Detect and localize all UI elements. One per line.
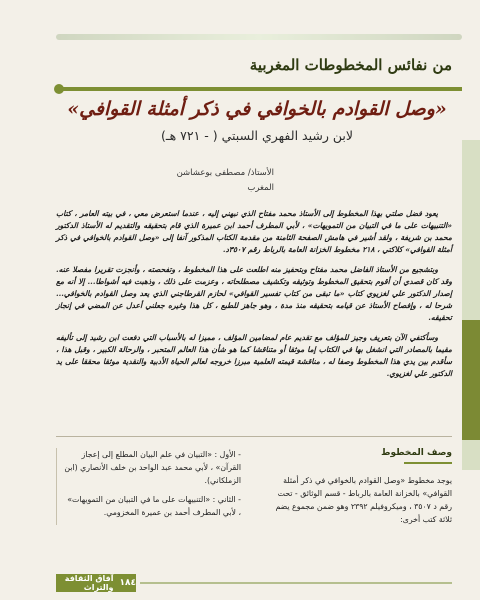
list-item: - الأول : «التبيان في علم البيان المطلع إلى إعجاز القرآن» ، لأبي محمد عبد الواحد بن خلف الأنصاري (ابن الزملكاني). — [64, 450, 241, 485]
books-list — [56, 448, 241, 525]
body-paragraph: يعود فضل صلتي بهذا المخطوط إلى الأستاذ محمد مفتاح الذي نبهني إليه ، عندما استعرض معي ، في بيته العامر ، كتاب «التنبيهات على ما في التبيان من التمويهات» ، لأبي المطرف أحمد ابن عميرة الذي قام بتحقيقه والتقديم له الأستاذ الدكتور محمد بن شريفة ، ولقد أشير في هامش الصفحة الثامنة من مقدمة الكتاب المذكور آنفا إلى «وصل القوادم بالخوافي في ذكر أمثلة القوافي» كلاكتي ، ٢١٨ مخطوط الخزانة العامة بالرباط رقم ٣٥٠٧د. — [56, 209, 452, 254]
side-decoration — [462, 140, 480, 470]
article-title: «وصل القوادم بالخوافي في ذكر أمثلة القوافي» — [67, 98, 447, 120]
magazine-name: آفاق الثقافة والتراث — [64, 574, 114, 592]
manuscript-description — [270, 448, 452, 526]
article-body — [56, 208, 452, 388]
author-country: المغرب — [247, 183, 274, 193]
manuscript-heading: وصف المخطوط — [381, 448, 452, 458]
header-rule-bar — [56, 87, 462, 91]
author-block — [154, 166, 274, 196]
article-subtitle: لابن رشيد الفهري السبتي ( - ٧٢١ هـ) — [161, 128, 353, 143]
page-footer — [56, 574, 136, 592]
page-number: ١٨٤ — [119, 578, 136, 588]
header-rule — [56, 84, 462, 94]
top-decorative-rail — [56, 34, 462, 40]
list-item: - الثاني : «التنبيهات على ما في التبيان من التمويهات» ، لأبي المطرف أحمد بن عميرة المخزومي. — [67, 495, 241, 517]
manuscript-text: يوجد مخطوط «وصل القوادم بالخوافي في ذكر أمثلة القوافي» بالخزانة العامة بالرباط - قسم الوثائق - تحت رقم د ٣٥٠٧ ، وميكروفيلم ٢٣٩٢ وهو ضمن مجموع يضم ثلاثة كتب أخرى: — [275, 476, 452, 524]
body-paragraph: وبتشجيع من الأستاذ الفاضل محمد مفتاح وبتحفيز منه اطلعت على هذا المخطوط ، وتفحصته ، وأنجزت تقريرا مفصلا عنه. وقد كان قصدي أن أقوم بتحقيق المخطوط وتوثيقه وتكشيف مصطلحاته ، وعزمت على ذلك ، وذهبت فيه أشواطا... إلا أنه مع إصدار الدكتور علي لغزيوي كتاب «ما تبقى من كتاب تفسير القوافي» لحازم القرطاجني الذي يعد وصل القوادم بالخوافي... شرحا له ، وإفصاح الأستاذ عن قيامه بتحقيقه منذ مدة ، وهو جاهز للطبع ، كل هذا وغيره جعلني أعدل عن المضي في إنجاز تحقيقه. — [56, 265, 452, 322]
footer-rule — [140, 582, 452, 584]
body-paragraph: وسأكتفي الآن بتعريف وجيز للمؤلف مع تقديم عام لمضامين المؤلف ، مميزا له بالأسباب التي دفعت ابن رشيد إلى تأليفه مقيما بالمصادر التي انشغل بها في الكتاب إما موثقا أو متناقشا كما هو شأن هذا العالم المتحبر ، والرحالة الكبير ، وقبل هذا ، سأقدم بين يدي هذا المخطوط وصفا له ، مناقشة قيمته العلمية مبرزا خروجه لعالم الحياة الأدبية والنقدية موثقا محققا على يد الدكتور علي لغزيوي. — [56, 333, 452, 378]
section-header: من نفائس المخطوطات المغربية — [249, 56, 452, 74]
column-divider — [56, 436, 452, 437]
manuscript-heading-rule — [404, 462, 452, 464]
author-name: الأستاذ/ مصطفى بوعشاشن — [176, 168, 274, 178]
header-rule-dot — [54, 84, 64, 94]
side-tab — [462, 320, 480, 440]
